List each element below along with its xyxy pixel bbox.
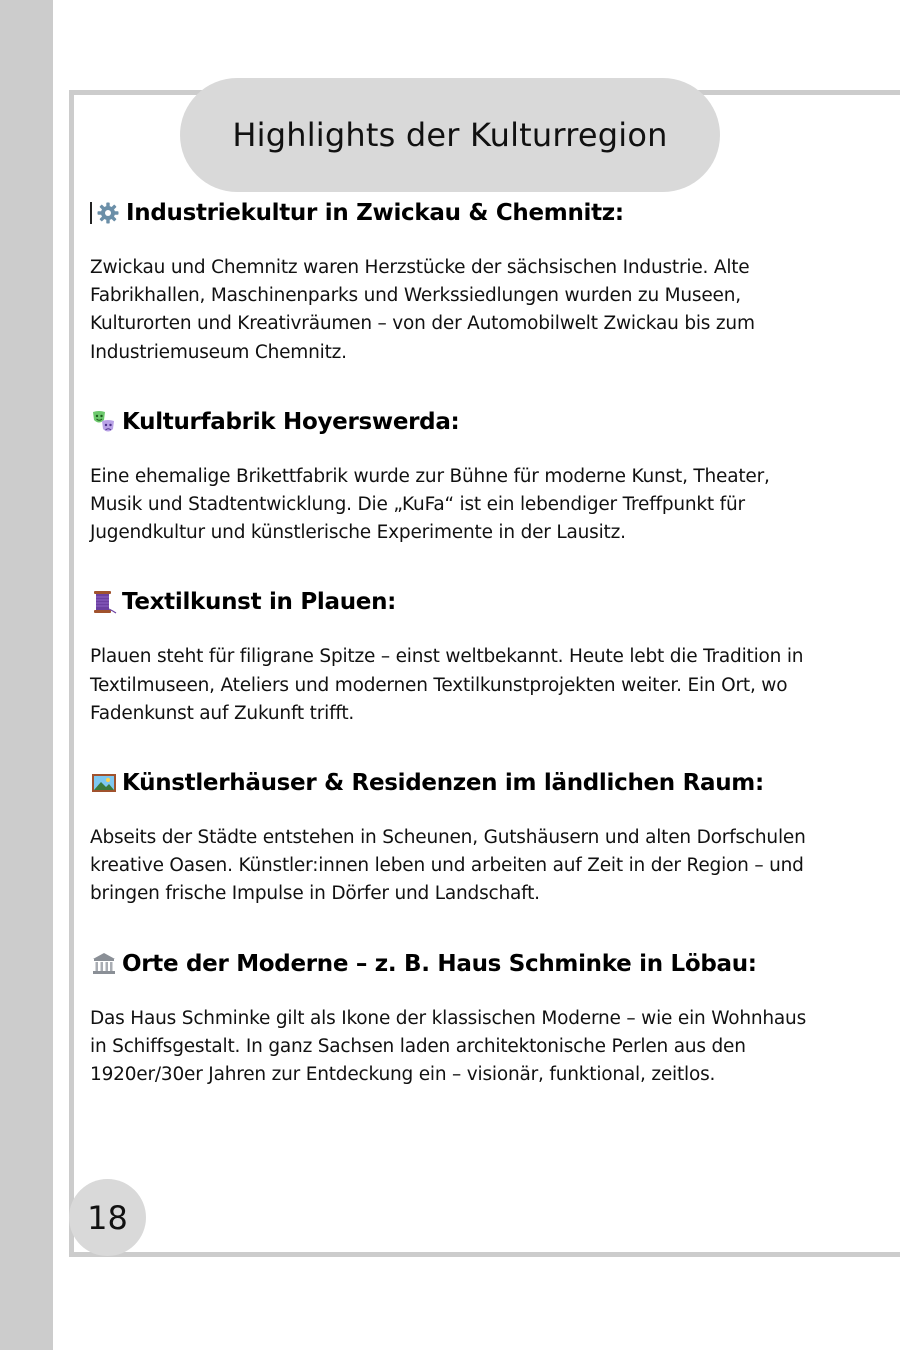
section-kuenstlerhaeuser xyxy=(90,766,820,909)
page-number: 18 xyxy=(87,1198,128,1237)
section-heading xyxy=(90,766,820,800)
title-banner xyxy=(180,78,720,192)
gear-icon xyxy=(94,199,122,227)
theater-masks-icon xyxy=(90,408,118,436)
section-heading xyxy=(90,196,820,230)
section-paragraph: Eine ehemalige Brikettfabrik wurde zur Bühne für moderne Kunst, Theater, Musik und Stadtentwicklung. Die „KuFa“ ist ein lebendiger Treffpunkt für Jugendkultur und künstlerische Experimente in der Lausitz. xyxy=(90,465,770,544)
section-orte-der-moderne xyxy=(90,947,820,1090)
section-paragraph: Abseits der Städte entstehen in Scheunen, Gutshäusern und alten Dorfschulen kreative Oasen. Künstler:innen leben und arbeiten auf Zeit in der Region – und bringen frische Impulse in Dörfer und Landschaft. xyxy=(90,827,806,905)
page-number-badge xyxy=(69,1179,146,1256)
section-heading xyxy=(90,585,820,619)
section-heading-text: Künstlerhäuser & Residenzen im ländlichen Raum: xyxy=(122,770,764,797)
section-heading-text: Orte der Moderne – z. B. Haus Schminke in Löbau: xyxy=(122,950,757,977)
framed-picture-icon xyxy=(90,769,118,797)
classical-building-icon xyxy=(90,950,118,978)
content-area xyxy=(90,196,820,1089)
page-title: Highlights der Kulturregion xyxy=(232,116,668,154)
section-industriekultur xyxy=(90,196,820,367)
section-paragraph: Zwickau und Chemnitz waren Herzstücke der sächsischen Industrie. Alte Fabrikhallen, Maschinenparks und Werkssiedlungen wurden zu Museen, Kulturorten und Kreativräumen – von der Automobilwelt Zwickau bis zum Industriemuseum Chemnitz. xyxy=(90,257,755,363)
section-paragraph: Das Haus Schminke gilt als Ikone der klassischen Moderne – wie ein Wohnhaus in Schiffsgestalt. In ganz Sachsen laden architektonische Perlen aus den 1920er/30er Jahren zur Entdeckung ein – visionär, funktional, zeitlos. xyxy=(90,1007,807,1086)
left-margin-strip xyxy=(0,0,53,1350)
text-cursor-mark xyxy=(90,202,92,224)
section-heading-text: Textilkunst in Plauen: xyxy=(122,589,397,616)
section-heading-text: Kulturfabrik Hoyerswerda: xyxy=(122,408,460,435)
section-paragraph: Plauen steht für filigrane Spitze – einst weltbekannt. Heute lebt die Tradition in Textilmuseen, Ateliers und modernen Textilkunstprojekten weiter. Ein Ort, wo Fadenkunst auf Zukunft trifft. xyxy=(90,646,804,724)
section-textilkunst xyxy=(90,585,820,728)
section-heading xyxy=(90,947,820,981)
thread-spool-icon xyxy=(90,588,118,616)
section-heading-text: Industriekultur in Zwickau & Chemnitz: xyxy=(126,200,624,226)
section-heading xyxy=(90,405,820,439)
section-kulturfabrik xyxy=(90,405,820,548)
